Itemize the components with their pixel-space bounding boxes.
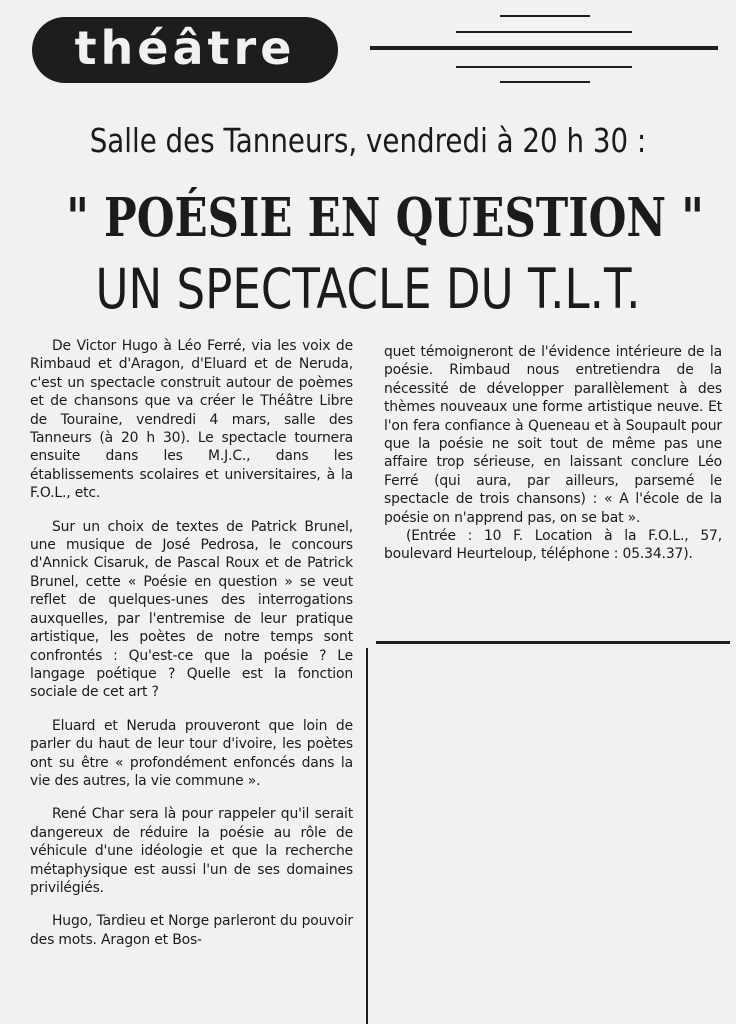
header-rule-3 — [456, 66, 632, 68]
headline-venue: Salle des Tanneurs, vendredi à 20 h 30 : — [89, 121, 647, 160]
article-left-column — [30, 337, 353, 949]
article-paragraph: Eluard et Neruda prouveront que loin de parler du haut de leur tour d'ivoire, les poètes ont su être « profondément enfoncés dans la vie des autres, la vie commune ». — [30, 717, 353, 789]
header-rule-4 — [500, 81, 590, 83]
article-paragraph: Hugo, Tardieu et Norge parleront du pouvoir des mots. Aragon et Bos- — [30, 913, 353, 948]
header-rule-1 — [500, 15, 590, 17]
column-divider-horizontal — [376, 641, 730, 644]
article-paragraph: Sur un choix de textes de Patrick Brunel, une musique de José Pedrosa, le concours d'Annick Cisaruk, de Pascal Roux et de Patrick Brunel, cette « Poésie en question » se veut reflet de quelques-unes des interrogations auxquelles, par l'entremise de leur pratique artistique, les poètes de notre temps sont confrontés : Qu'est-ce que la poésie ? Le langage poétique ? Quelle est la fonction sociale de cet art ? — [30, 518, 353, 701]
headline-title: " POÉSIE EN QUESTION " — [66, 187, 704, 249]
column-divider-vertical — [366, 648, 368, 1024]
article-paragraph: René Char sera là pour rappeler qu'il serait dangereux de réduire la poésie au rôle de véhicule d'une idéologie et que la recherche métaphysique est aussi l'un de ses domaines privilégiés. — [30, 806, 353, 896]
rubric-badge — [32, 17, 338, 83]
header-rule-main — [370, 46, 718, 50]
article-paragraph: quet témoigneront de l'évidence intérieure de la poésie. Rimbaud nous entretiendra de la nécessité de développer parallèlement à des thèmes nouveaux une forme artistique neuve. Et l'on fera confiance à Queneau et à Soupault pour que la poésie ne soit tout de même pas une affaire trop sérieuse, en laissant conclure Léo Ferré (qui aura, par ailleurs, parsemé le spectacle de trois chansons) : « A l'école de la poésie on n'apprend pas, on se bat ». — [384, 344, 722, 526]
header-rule-2 — [456, 31, 632, 33]
article-paragraph: De Victor Hugo à Léo Ferré, via les voix de Rimbaud et d'Aragon, d'Eluard et de Neruda, c'est un spectacle construit autour de poèmes et de chansons que va créer le Théâtre Libre de Touraine, vendredi 4 mars, salle des Tanneurs (à 20 h 30). Le spectacle tournera ensuite dans les M.J.C., dans les établissements scolaires et universitaires, à la F.O.L., etc. — [30, 338, 353, 502]
headline-subtitle: UN SPECTACLE DU T.L.T. — [95, 257, 641, 321]
article-paragraph: (Entrée : 10 F. Location à la F.O.L., 57, boulevard Heurteloup, téléphone : 05.34.37). — [384, 528, 722, 563]
article-right-column — [384, 343, 722, 564]
rubric-label: théâtre — [74, 21, 296, 75]
